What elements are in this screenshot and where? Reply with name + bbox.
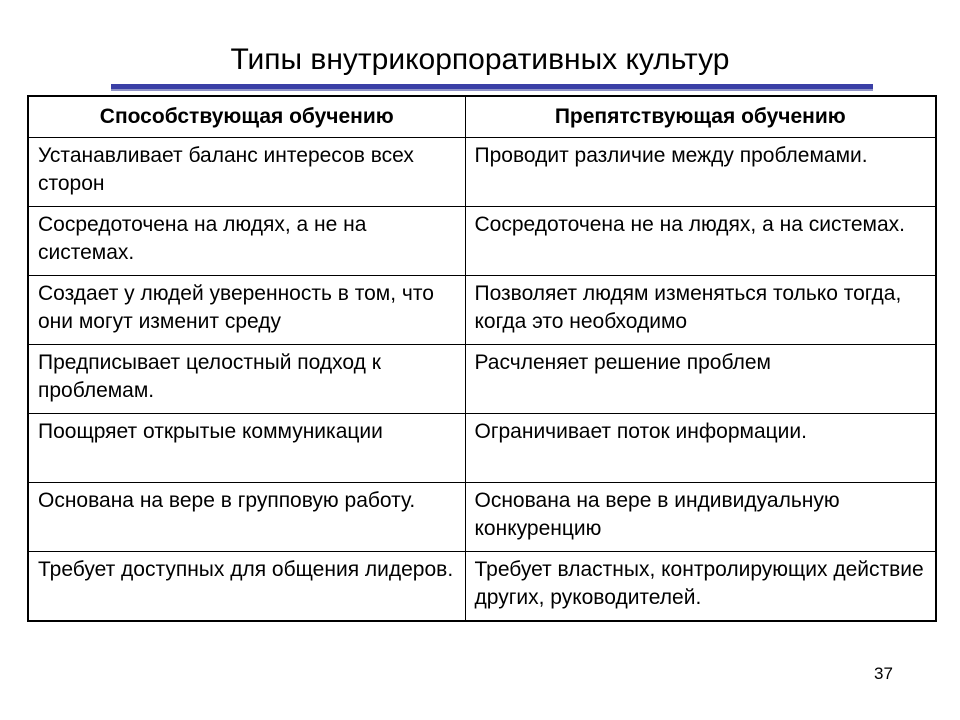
table-cell: Требует доступных для общения лидеров. — [28, 552, 465, 621]
column-header-hindering: Препятствующая обучению — [465, 96, 936, 138]
column-header-supporting: Способствующая обучению — [28, 96, 465, 138]
table-cell: Ограничивает поток информации. — [465, 414, 936, 483]
page-number: 37 — [874, 664, 893, 683]
table-cell: Проводит различие между проблемами. — [465, 138, 936, 207]
table-cell: Основана на вере в групповую работу. — [28, 483, 465, 552]
table-row — [28, 414, 936, 483]
table-cell: Сосредоточена на людях, а не на системах. — [28, 207, 465, 276]
table-header-row — [28, 96, 936, 138]
table-row — [28, 138, 936, 207]
title-underline — [111, 84, 873, 91]
table-cell: Позволяет людям изменяться только тогда, когда это необходимо — [465, 276, 936, 345]
table-row — [28, 207, 936, 276]
table-row — [28, 345, 936, 414]
table-cell: Сосредоточена не на людях, а на системах. — [465, 207, 936, 276]
table-cell: Создает у людей уверенность в том, что они могут изменит среду — [28, 276, 465, 345]
comparison-table — [27, 95, 937, 622]
table-row — [28, 552, 936, 621]
table-cell: Устанавливает баланс интересов всех сторон — [28, 138, 465, 207]
table-cell: Поощряет открытые коммуникации — [28, 414, 465, 483]
table-cell: Расчленяет решение проблем — [465, 345, 936, 414]
table-row — [28, 276, 936, 345]
table-cell: Основана на вере в индивидуальную конкуренцию — [465, 483, 936, 552]
slide-title: Типы внутрикорпоративных культур — [230, 43, 730, 76]
table-cell: Предписывает целостный подход к проблемам. — [28, 345, 465, 414]
comparison-table-container — [27, 95, 935, 622]
table-cell: Требует властных, контролирующих действие других, руководителей. — [465, 552, 936, 621]
table-row — [28, 483, 936, 552]
